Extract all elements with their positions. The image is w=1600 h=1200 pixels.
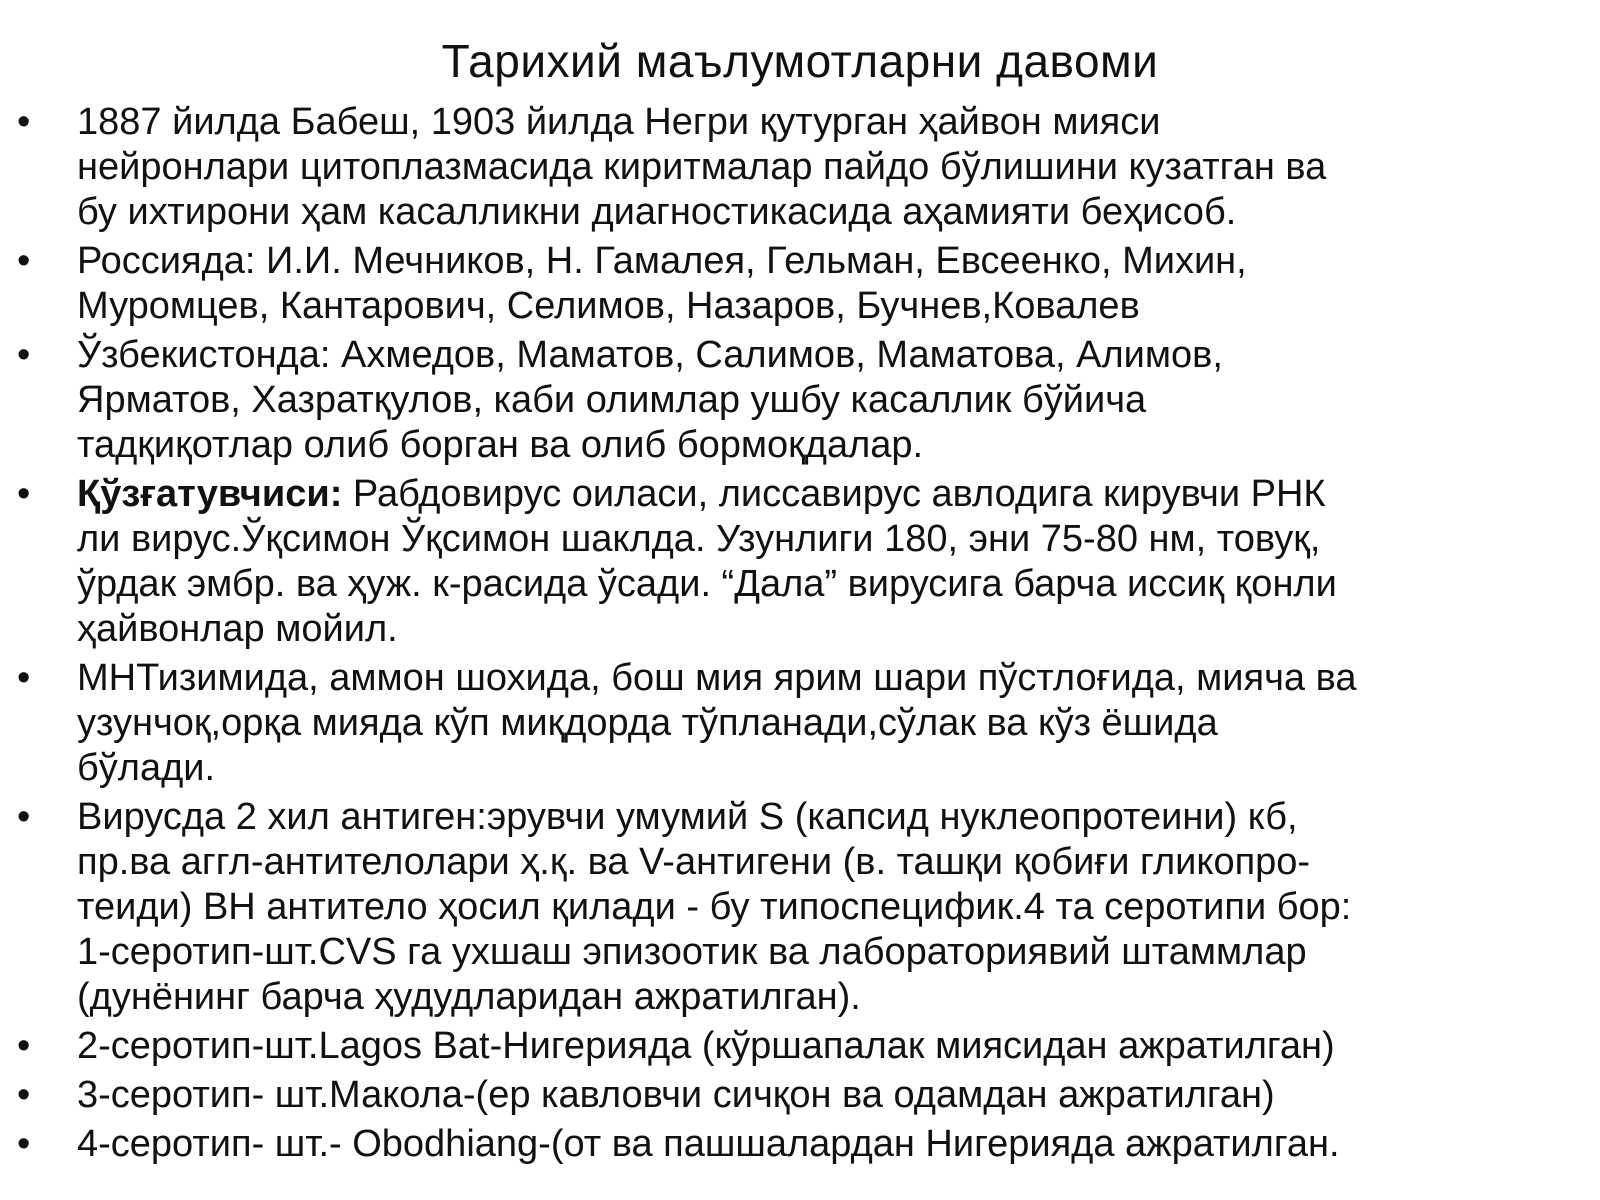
bullet-icon: • bbox=[17, 796, 31, 838]
bullet-line: нейронлари цитоплазмасида киритмалар пайдо бўлишини кузатган ва bbox=[77, 146, 1327, 188]
bullet-line: Вирусда 2 хил антиген:эрувчи умумий S (капсид нуклеопротеини) кб, bbox=[77, 796, 1298, 838]
bullet-line: (дунёнинг барча ҳудудларидан ажратилган). bbox=[77, 976, 861, 1018]
bullet-line: Ярматов, Хазратқулов, каби олимлар ушбу касаллик бўйича bbox=[77, 379, 1147, 421]
bullet-line: ли вирус.Ўқсимон Ўқсимон шаклда. Узунлиги 180, эни 75-80 нм, товуқ, bbox=[77, 518, 1321, 560]
bullet-line: 3-серотип- шт.Макола-(ер кавловчи сичқон ва одамдан ажратилган) bbox=[77, 1074, 1275, 1116]
bullet-item bbox=[0, 472, 1600, 652]
bullet-item bbox=[0, 1024, 1600, 1069]
bullet-line: бу ихтирони ҳам касалликни диагностикасида аҳамияти беҳисоб. bbox=[77, 191, 1237, 233]
bullet-icon: • bbox=[17, 1025, 31, 1067]
bullet-line: теиди) ВН антитело ҳосил қилади - бу типоспецифик.4 та серотипи бор: bbox=[77, 886, 1352, 928]
bullet-list bbox=[0, 100, 1600, 1171]
bullet-item bbox=[0, 333, 1600, 468]
bullet-line: пр.ва аггл-антителолари ҳ.қ. ва V-антигени (в. ташқи қобиғи гликопро- bbox=[77, 841, 1311, 883]
bullet-icon: • bbox=[17, 334, 31, 376]
bullet-item bbox=[0, 1122, 1600, 1167]
bullet-line: 1-серотип-шт.CVS га ухшаш эпизоотик ва лабораториявий штаммлар bbox=[77, 931, 1307, 973]
bullet-item bbox=[0, 239, 1600, 329]
bullet-icon: • bbox=[17, 473, 31, 515]
bullet-line bbox=[77, 472, 1590, 517]
bullet-line: МНТизимида, аммон шохида, бош мия ярим шари пўстлоғида, миячa ва bbox=[77, 657, 1357, 699]
bullet-item bbox=[0, 656, 1600, 791]
bullet-line: Россияда: И.И. Мечников, Н. Гамалея, Гельман, Евсеенко, Михин, bbox=[77, 240, 1247, 282]
bullet-line: узунчоқ,орқа мияда кўп миқдорда тўпланади,сўлак ва кўз ёшида bbox=[77, 702, 1218, 744]
slide-title: Тарихий маълумотларни давоми bbox=[441, 35, 1159, 87]
bullet-line: 1887 йилда Бабеш, 1903 йилда Негри қутурган ҳайвон мияси bbox=[77, 101, 1161, 143]
bullet-icon: • bbox=[17, 1074, 31, 1116]
bullet-item bbox=[0, 1073, 1600, 1118]
bullet-line: 4-серотип- шт.- Obodhiang-(от ва пашшалардан Нигерияда ажратилган. bbox=[77, 1123, 1340, 1165]
bullet-line: ўрдак эмбр. ва ҳуж. к-расида ўсади. “Дала” вирусига барча иссиқ қонли bbox=[77, 563, 1337, 605]
bullet-icon: • bbox=[17, 657, 31, 699]
bullet-icon: • bbox=[17, 101, 31, 143]
bullet-line: тадқиқотлар олиб борган ва олиб бормоқдалар. bbox=[77, 424, 924, 466]
bullet-line: Ўзбекистонда: Ахмедов, Маматов, Салимов, Маматова, Алимов, bbox=[77, 334, 1223, 376]
bullet-bold-lead: Қўзғатувчиси: bbox=[77, 473, 343, 515]
bullet-line: 2-серотип-шт.Lagos Bat-Нигерияда (кўршапалак миясидан ажратилган) bbox=[77, 1025, 1335, 1067]
bullet-icon: • bbox=[17, 240, 31, 282]
bullet-line: ҳайвонлар мойил. bbox=[77, 608, 398, 650]
bullet-line-rest: Рабдовирус оиласи, лиссавирус авлодига кирувчи РНК bbox=[342, 473, 1326, 515]
bullet-item bbox=[0, 100, 1600, 235]
bullet-icon: • bbox=[17, 1123, 31, 1165]
bullet-item bbox=[0, 795, 1600, 1020]
bullet-line: бўлади. bbox=[77, 747, 216, 789]
bullet-line: Муромцев, Кантарович, Селимов, Назаров, Бучнев,Ковалев bbox=[77, 285, 1140, 327]
